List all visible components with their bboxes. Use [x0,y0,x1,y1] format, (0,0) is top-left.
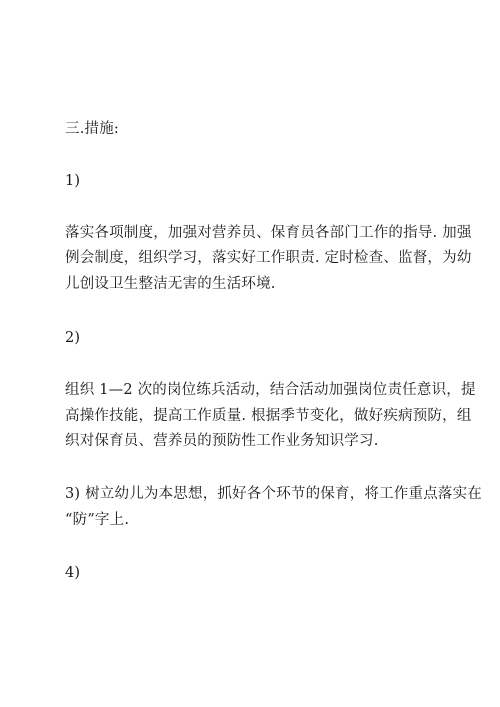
paragraph-1-line-1: 落实各项制度，加强对营养员、保育员各部门工作的指导. 加强 [65,225,472,241]
section-heading: 三.措施: [65,121,119,137]
item-number-4: 4) [65,565,81,581]
paragraph-3-line-2: “防”字上. [65,512,130,528]
paragraph-2-line-2: 高操作技能，提高工作质量. 根据季节变化，做好疾病预防，组 [65,408,472,424]
paragraph-1-line-2: 例会制度，组织学习，落实好工作职责. 定时检查、监督，为幼 [65,250,472,266]
item-number-2: 2) [65,330,81,346]
paragraph-2-line-1: 组织 1—2 次的岗位练兵活动，结合活动加强岗位责任意识，提 [65,382,476,398]
paragraph-1-line-3: 儿创设卫生整洁无害的生活环境. [65,276,276,292]
paragraph-2-line-3: 织对保育员、营养员的预防性工作业务知识学习. [65,433,379,449]
paragraph-3-line-1: 3) 树立幼儿为本思想，抓好各个环节的保育，将工作重点落实在 [65,486,482,502]
item-number-1: 1) [65,173,81,189]
